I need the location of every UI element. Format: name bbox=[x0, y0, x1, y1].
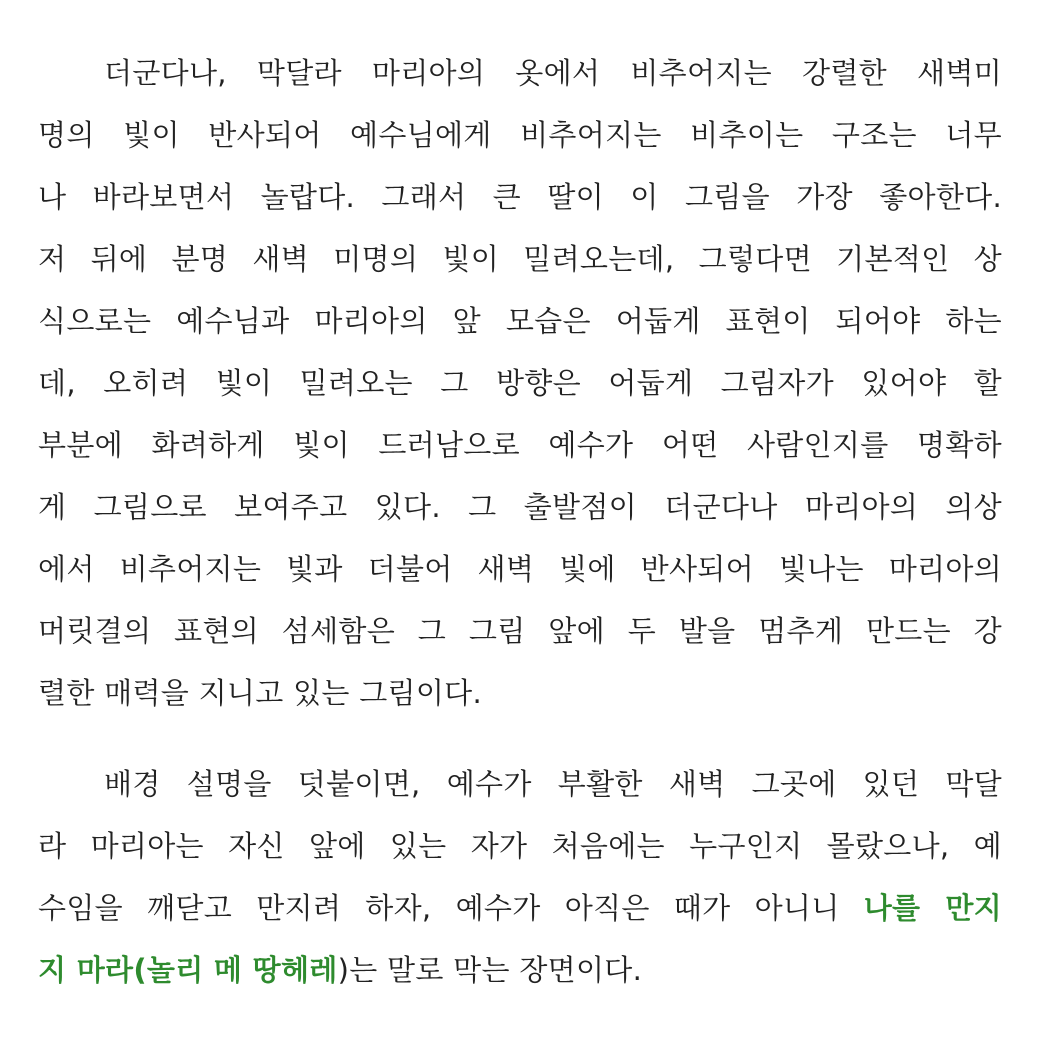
text-line: 라 마리아는 자신 앞에 있는 자가 처음에는 누구인지 몰랐으나, 예 bbox=[38, 829, 1002, 863]
text-line: 저 뒤에 분명 새벽 미명의 빛이 밀려오는데, 그렇다면 기본적인 상 bbox=[38, 242, 1002, 276]
document-page bbox=[38, 46, 1002, 1005]
text-line: 에서 비추어지는 빛과 더불어 새벽 빛에 반사되어 빛나는 마리아의 bbox=[38, 552, 1002, 586]
paragraph-1 bbox=[38, 46, 1002, 728]
text-line: 식으로는 예수님과 마리아의 앞 모습은 어둡게 표현이 되어야 하는 bbox=[38, 304, 1002, 338]
text-line: 머릿결의 표현의 섬세함은 그 그림 앞에 두 발을 멈추게 만드는 강 bbox=[38, 614, 1002, 648]
text-line: 배경 설명을 덧붙이면, 예수가 부활한 새벽 그곳에 있던 막달 bbox=[104, 767, 1002, 801]
paragraph-spacer bbox=[38, 728, 1002, 757]
plain-text: )는 말로 막는 장면이다. bbox=[337, 953, 643, 987]
highlighted-quote: 지 마라(놀리 메 땅헤레 bbox=[38, 953, 338, 987]
text-line: 부분에 화려하게 빛이 드러남으로 예수가 어떤 사람인지를 명확하 bbox=[38, 428, 1002, 462]
text-line: 나 바라보면서 놀랍다. 그래서 큰 딸이 이 그림을 가장 좋아한다. bbox=[38, 180, 1002, 214]
text-line-with-highlight bbox=[38, 943, 1002, 1005]
text-line: 데, 오히려 빛이 밀려오는 그 방향은 어둡게 그림자가 있어야 할 bbox=[38, 366, 1002, 400]
highlighted-quote: 나를 만지 bbox=[863, 891, 1002, 925]
paragraph-2 bbox=[38, 757, 1002, 1005]
text-line: 게 그림으로 보여주고 있다. 그 출발점이 더군다나 마리아의 의상 bbox=[38, 490, 1002, 524]
text-line-with-highlight bbox=[38, 881, 1002, 943]
text-line: 명의 빛이 반사되어 예수님에게 비추어지는 비추이는 구조는 너무 bbox=[38, 118, 1002, 152]
plain-text: 수임을 깨닫고 만지려 하자, 예수가 아직은 때가 아니니 bbox=[38, 891, 864, 925]
text-line: 더군다나, 막달라 마리아의 옷에서 비추어지는 강렬한 새벽미 bbox=[104, 56, 1002, 90]
text-line: 렬한 매력을 지니고 있는 그림이다. bbox=[38, 676, 482, 710]
